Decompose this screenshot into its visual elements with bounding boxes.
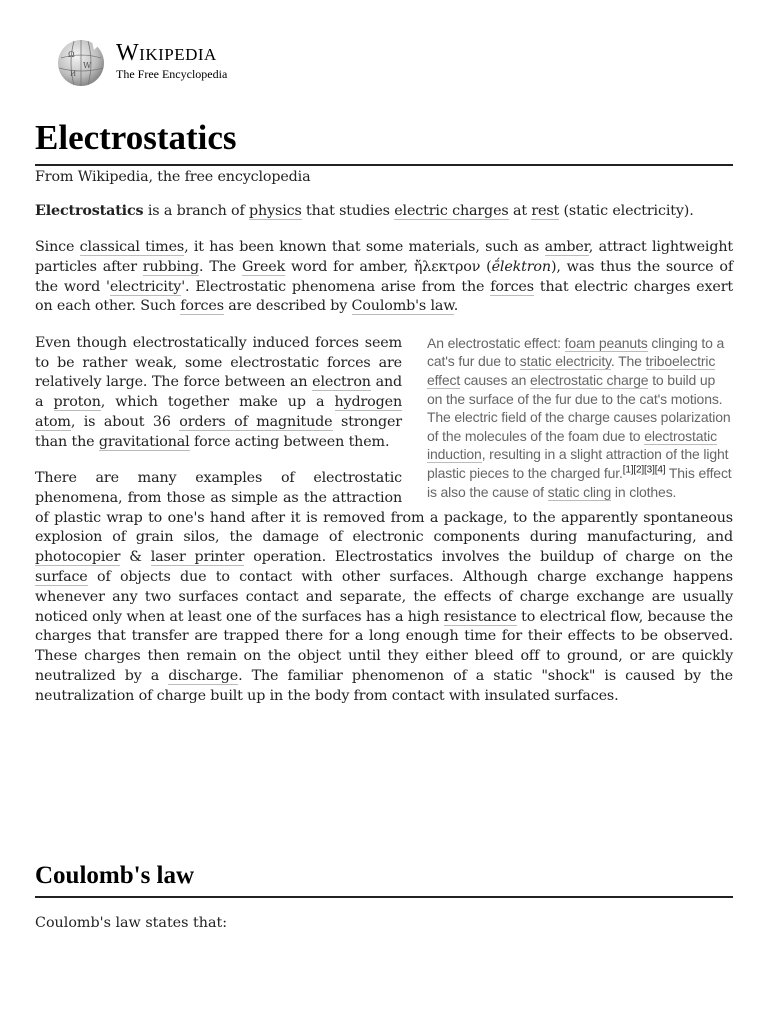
wiki-link[interactable]: electrostatic charge	[530, 371, 649, 388]
forces-paragraph: Even though electrostatically induced forces seem to be rather weak, some electrostatic forces are relatively large. The force between an electron and a proton, which together make up a hydrogen atom, is about 36 orders of magnitude stronger than the gravitational force acting between them.	[35, 334, 403, 450]
wiki-link[interactable]: forces	[490, 278, 534, 295]
wiki-link[interactable]: electricity	[109, 278, 182, 295]
section-divider	[35, 896, 733, 898]
puzzle-globe-icon	[56, 38, 106, 88]
wiki-link[interactable]: electrostatic induction	[427, 427, 717, 463]
history-paragraph: Since classical times, it has been known that some materials, such as amber, attract lightweight particles after rubbing. The Greek word for amber, ἤλεκτρον (ḗlektron), was thus the source of the word 'electricity'. Electrostatic phenomena arise from the forces that electric charges exert on each other. Such forces are described by Coulomb's law.	[35, 239, 733, 315]
coulomb-paragraph: Coulomb's law states that:	[35, 915, 228, 931]
intro-paragraph: Electrostatics is a branch of physics that studies electric charges at rest (static electricity).	[35, 202, 694, 219]
wiki-link[interactable]: electron	[312, 374, 371, 391]
wiki-link[interactable]: rubbing	[142, 258, 200, 275]
wiki-link[interactable]: orders of magnitude	[179, 413, 333, 430]
bold-term: Electrostatics	[35, 202, 144, 219]
wikipedia-logo[interactable]	[56, 38, 256, 90]
examples-paragraph: There are many examples of electrostatic phenomena, from those as simple as the attraction of plastic wrap to one's hand after it is removed from a package, to the apparently spontaneous explosion of grain silos, the damage of electronic components during manufacturing, and photocopier & laser printer operation. Electrostatics involves the buildup of charge on the surface of objects due to contact with other surfaces. Although charge exchange happens whenever any two surfaces contact and separate, the effects of charge exchange are usually noticed only when at least one of the surfaces has a high resistance to electrical flow, because the charges that transfer are trapped there for a long enough time for their effects to be observed. These charges then remain on the object until they either bleed off to ground, or are quickly neutralized by a discharge. The familiar phenomenon of a static "shock" is caused by the neutralization of charge built up in the body from contact with insulated surfaces.	[35, 470, 733, 704]
wiki-link[interactable]: gravitational	[98, 433, 190, 450]
article-content	[35, 165, 733, 723]
wiki-link[interactable]: rest	[531, 202, 560, 219]
wiki-link[interactable]: static electricity	[519, 353, 611, 370]
wiki-link[interactable]: amber	[544, 239, 589, 256]
wiki-link[interactable]: electric charges	[394, 202, 509, 219]
wiki-link[interactable]: discharge	[168, 668, 239, 685]
wikipedia-tagline: The Free Encyclopedia	[116, 67, 228, 81]
wiki-link[interactable]: hydrogen atom	[35, 394, 402, 430]
svg-text:Ω: Ω	[68, 50, 75, 59]
image-caption: An electrostatic effect: foam peanuts clinging to a cat's fur due to static electricity. The triboelectric effect causes an electrostatic charge to build up on the surface of the fur due to the cat's motions. The electric field of the charge causes polarization of the molecules of the foam due to electrostatic induction, resulting in a slight attraction of the light plastic pieces to the charged fur.[1][2][3][4] This effect is also the cause of static cling in clothes.	[427, 334, 732, 500]
page-title: Electrostatics	[35, 118, 237, 157]
italic-term: ḗlektron	[491, 258, 551, 275]
wiki-link[interactable]: static cling	[547, 483, 612, 500]
wiki-link[interactable]: Coulomb's law	[351, 298, 454, 315]
site-subtitle: From Wikipedia, the free encyclopedia	[35, 169, 311, 185]
wiki-link[interactable]: surface	[35, 569, 88, 586]
svg-text:W: W	[83, 61, 92, 70]
svg-text:И: И	[70, 70, 77, 78]
wiki-link[interactable]: triboelectric effect	[427, 353, 716, 388]
section-heading-coulombs-law: Coulomb's law	[35, 862, 195, 889]
wiki-link[interactable]: physics	[249, 202, 302, 219]
wiki-link[interactable]: photocopier	[35, 549, 121, 566]
wiki-link[interactable]: classical times	[79, 239, 185, 256]
wikipedia-wordmark: Wikipedia	[116, 40, 217, 66]
wiki-link[interactable]: Greek	[242, 258, 286, 275]
wiki-link[interactable]: forces	[180, 298, 224, 315]
wiki-link[interactable]: foam peanuts	[564, 334, 648, 351]
wiki-link[interactable]: proton	[53, 394, 101, 411]
citation-refs[interactable]: [1][2][3][4]	[622, 464, 666, 476]
wiki-link[interactable]: resistance	[443, 608, 517, 625]
wiki-link[interactable]: laser printer	[150, 549, 245, 566]
